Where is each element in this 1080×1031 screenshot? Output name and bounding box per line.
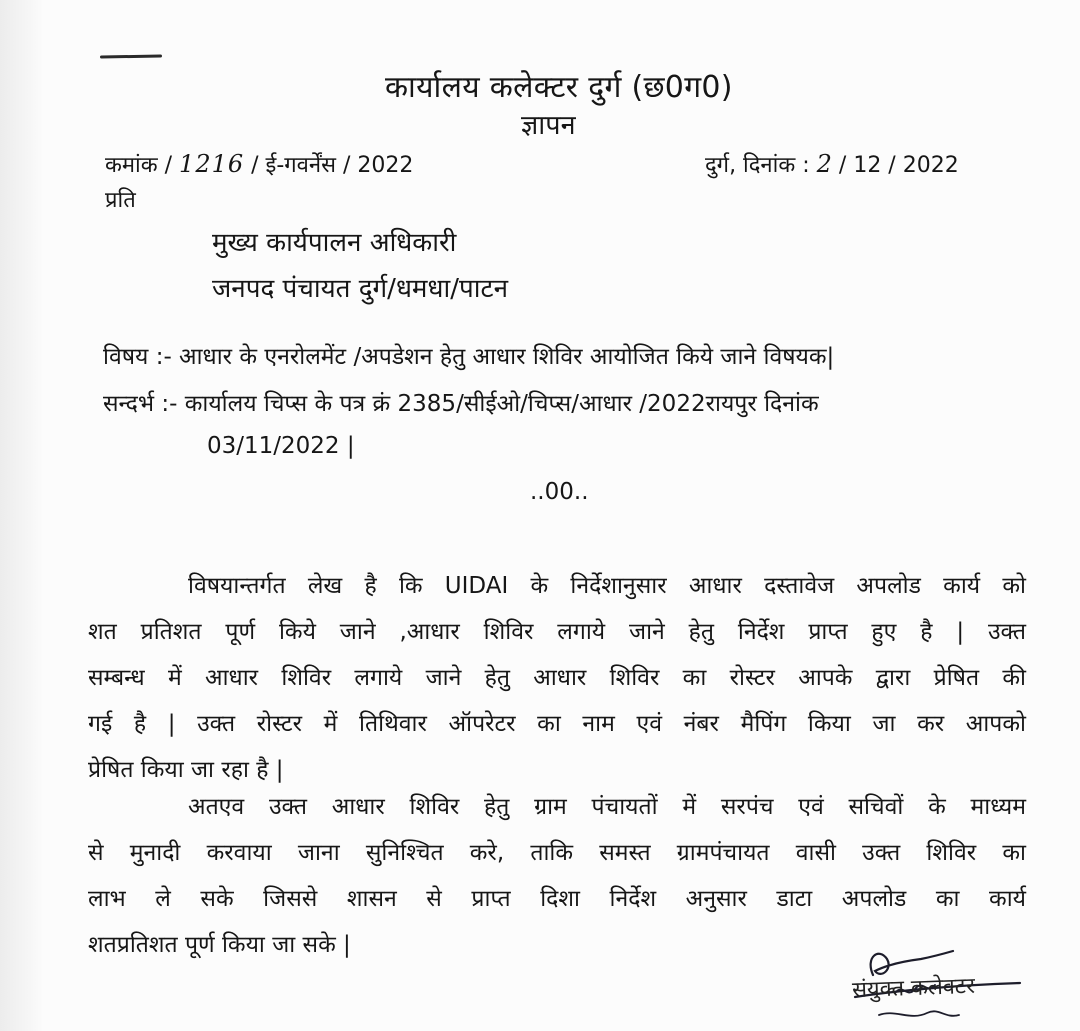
top-dash-mark <box>100 54 162 58</box>
date-line <box>705 150 959 179</box>
ref-suffix: / ई-गवर्नेंस / 2022 <box>244 153 414 178</box>
office-title: कार्यालय कलेक्टर दुर्ग (छ0ग0) <box>385 70 733 105</box>
reference-number-line <box>105 150 413 179</box>
addressee-designation: मुख्य कार्यपालन अधिकारी <box>212 228 457 258</box>
ref-prefix: कमांक / <box>105 153 180 178</box>
signatory-designation: संयुक्त कलेक्टर <box>851 973 976 1004</box>
body-paragraph-1 <box>88 563 1026 793</box>
handwritten-date-day: 2 <box>816 150 832 178</box>
page-edge-shadow <box>0 0 42 1031</box>
reference-date-line: 03/11/2022 | <box>207 433 355 459</box>
subject-line: विषय :- आधार के एनरोलमेंट /अपडेशन हेतु आधार शिविर आयोजित किये जाने विषयक| <box>103 344 835 370</box>
date-prefix: दुर्ग, दिनांक : <box>705 153 817 178</box>
addressee-office: जनपद पंचायत दुर्ग/धमधा/पाटन <box>212 274 508 304</box>
paragraph-line: प्रेषित किया जा रहा है | <box>88 757 284 783</box>
paragraph-line: शत प्रतिशत पूर्ण किये जाने ,आधार शिविर लगाये जाने हेतु निर्देश प्राप्त हुए है | उक्त <box>88 619 1026 645</box>
memo-title: ज्ञापन <box>521 110 576 141</box>
reference-line: सन्दर्भ :- कार्यालय चिप्स के पत्र क्रं 2385/सीईओ/चिप्स/आधार /2022रायपुर दिनांक <box>103 391 819 417</box>
paragraph-line: सम्बन्ध में आधार शिविर लगाये जाने हेतु आधार शिविर का रोस्टर आपके द्वारा प्रेषित की <box>88 665 1026 691</box>
to-label: प्रति <box>105 188 136 213</box>
paragraph-line: से मुनादी करवाया जाना सुनिश्चित करे, ताकि समस्त ग्रामपंचायत वासी उक्त शिविर का <box>88 840 1026 866</box>
paragraph-line: शतप्रतिशत पूर्ण किया जा सके | <box>88 932 351 958</box>
handwritten-ref-number: 1216 <box>179 150 245 178</box>
section-separator: ..00.. <box>530 479 589 505</box>
paragraph-line: लाभ ले सके जिससे शासन से प्राप्त दिशा निर्देश अनुसार डाटा अपलोड का कार्य <box>88 886 1026 912</box>
paragraph-line: अतएव उक्त आधार शिविर हेतु ग्राम पंचायतों में सरपंच एवं सचिवों के माध्यम <box>188 794 1026 820</box>
paragraph-line: गई है | उक्त रोस्टर में तिथिवार ऑपरेटर का नाम एवं नंबर मैपिंग किया जा कर आपको <box>88 711 1026 737</box>
paragraph-line: विषयान्तर्गत लेख है कि UIDAI के निर्देशानुसार आधार दस्तावेज अपलोड कार्य को <box>188 573 1026 599</box>
date-suffix: / 12 / 2022 <box>831 153 959 178</box>
